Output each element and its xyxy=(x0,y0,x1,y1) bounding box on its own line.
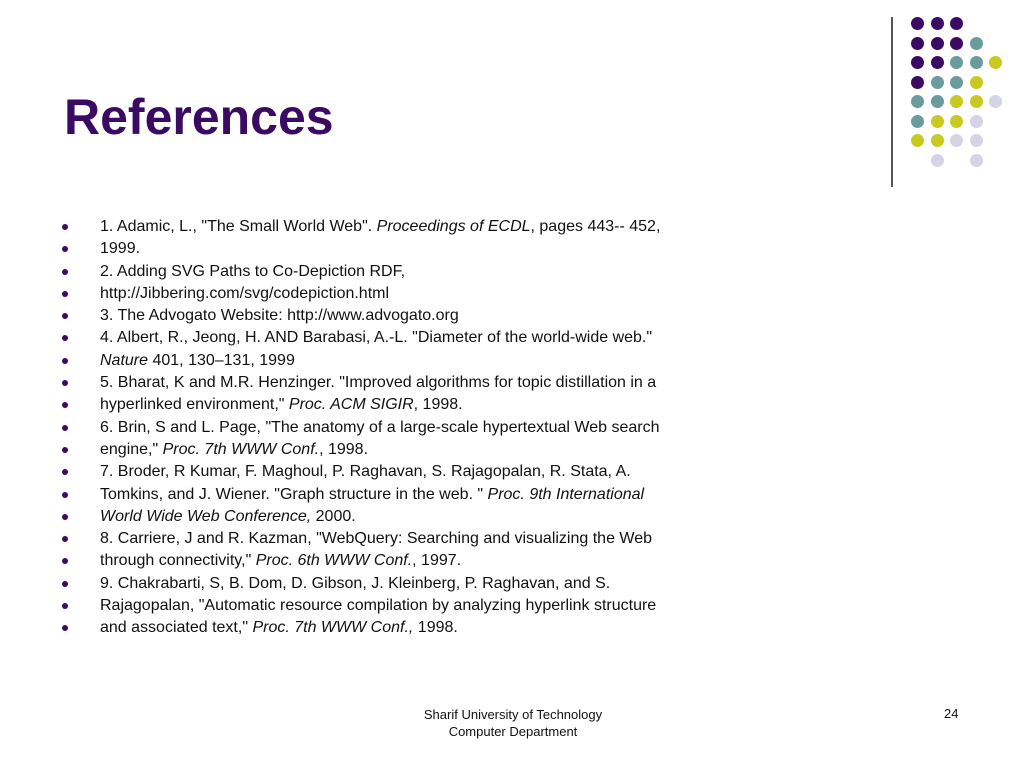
reference-item xyxy=(60,617,780,639)
reference-item xyxy=(60,238,780,260)
reference-text: and associated text," xyxy=(100,619,253,637)
decorative-dot xyxy=(931,95,944,108)
reference-italic-text: Proc. 6th WWW Conf. xyxy=(255,552,413,570)
reference-item xyxy=(60,573,780,595)
reference-text: 1999. xyxy=(100,240,141,258)
reference-text: 9. Chakrabarti, S, B. Dom, D. Gibson, J. Kleinberg, P. Raghavan, and S. xyxy=(100,574,611,592)
reference-item xyxy=(60,394,780,416)
decorative-dot xyxy=(911,95,924,108)
reference-italic-text: World Wide Web Conference, xyxy=(100,507,312,525)
reference-item xyxy=(60,506,780,528)
decorative-dot xyxy=(931,134,944,147)
reference-text: 5. Bharat, K and M.R. Henzinger. "Improved algorithms for topic distillation in a xyxy=(100,374,657,392)
reference-text: 7. Broder, R Kumar, F. Maghoul, P. Raghavan, S. Rajagopalan, R. Stata, A. xyxy=(100,463,631,481)
decorative-dot xyxy=(970,115,983,128)
decorative-dot xyxy=(931,115,944,128)
reference-text: Tomkins, and J. Wiener. "Graph structure in the web. " xyxy=(100,485,488,503)
decorative-dot xyxy=(970,37,983,50)
reference-italic-text: Proc. 9th International xyxy=(487,485,645,503)
reference-italic-text: Proc. 7th WWW Conf. xyxy=(162,440,320,458)
reference-item xyxy=(60,305,780,327)
reference-italic-text: Nature xyxy=(100,351,149,369)
decorative-dot xyxy=(950,37,963,50)
decorative-dot xyxy=(950,56,963,69)
reference-text: , 1998. xyxy=(319,440,369,458)
reference-text: through connectivity," xyxy=(100,552,256,570)
reference-text: 2000. xyxy=(311,507,356,525)
footer xyxy=(380,706,646,740)
reference-item xyxy=(60,528,780,550)
decorative-dot xyxy=(970,134,983,147)
footer-institution: Sharif University of Technology xyxy=(423,707,603,722)
reference-text: , pages 443-- 452, xyxy=(530,218,661,235)
decorative-dot xyxy=(931,56,944,69)
decorative-dot xyxy=(911,134,924,147)
decorative-dot xyxy=(931,76,944,89)
reference-text: 1998. xyxy=(413,619,458,637)
decorative-dot xyxy=(911,76,924,89)
page-number: 24 xyxy=(944,706,959,721)
reference-text: 1. Adamic, L., "The Small World Web". xyxy=(100,218,377,235)
reference-text: 2. Adding SVG Paths to Co-Depiction RDF, xyxy=(100,262,406,280)
reference-text: , 1998. xyxy=(413,396,463,414)
slide-title: References xyxy=(64,89,334,145)
reference-item xyxy=(60,372,780,394)
decorative-dot xyxy=(970,56,983,69)
decorative-dot xyxy=(911,115,924,128)
reference-item xyxy=(60,283,780,305)
reference-text: Rajagopalan, "Automatic resource compilation by analyzing hyperlink structure xyxy=(100,597,657,615)
reference-text: 8. Carriere, J and R. Kazman, "WebQuery: Searching and visualizing the Web xyxy=(100,530,653,548)
decorative-dot xyxy=(970,154,983,167)
reference-item xyxy=(60,350,780,372)
decorative-dot xyxy=(950,95,963,108)
decorative-dot xyxy=(950,76,963,89)
reference-item xyxy=(60,461,780,483)
reference-item xyxy=(60,595,780,617)
decorative-dot xyxy=(950,17,963,30)
reference-text: 4. Albert, R., Jeong, H. AND Barabasi, A.-L. "Diameter of the world-wide web." xyxy=(100,329,653,347)
reference-italic-text: Proc. ACM SIGIR xyxy=(288,396,414,414)
decorative-dot xyxy=(970,76,983,89)
reference-text: , 1997. xyxy=(412,552,462,570)
reference-item xyxy=(60,417,780,439)
decorative-dot xyxy=(911,37,924,50)
decorative-dot xyxy=(989,95,1002,108)
decorative-dot xyxy=(931,154,944,167)
reference-italic-text: Proceedings of ECDL xyxy=(376,218,531,235)
reference-text: 6. Brin, S and L. Page, "The anatomy of a large-scale hypertextual Web search xyxy=(100,418,660,436)
reference-italic-text: Proc. 7th WWW Conf., xyxy=(252,619,414,637)
reference-text: hyperlinked environment," xyxy=(100,396,289,414)
reference-item xyxy=(60,484,780,506)
reference-item xyxy=(60,550,780,572)
reference-text: 401, 130–131, 1999 xyxy=(148,351,295,369)
reference-list xyxy=(60,216,780,640)
decorative-dot xyxy=(970,95,983,108)
footer-department: Computer Department xyxy=(448,724,578,739)
reference-text: 3. The Advogato Website: http://www.advogato.org xyxy=(100,307,459,325)
reference-text: http://Jibbering.com/svg/codepiction.html xyxy=(100,284,390,302)
decorative-dot xyxy=(950,115,963,128)
decorative-dot xyxy=(989,56,1002,69)
decorative-dot xyxy=(911,56,924,69)
reference-item xyxy=(60,439,780,461)
decorative-dot xyxy=(931,17,944,30)
decorative-dot xyxy=(911,17,924,30)
reference-item xyxy=(60,327,780,349)
decorative-dot xyxy=(931,37,944,50)
reference-item xyxy=(60,216,780,238)
vertical-divider xyxy=(891,17,893,187)
reference-text: engine," xyxy=(100,440,163,458)
reference-item xyxy=(60,261,780,283)
decorative-dot xyxy=(950,134,963,147)
